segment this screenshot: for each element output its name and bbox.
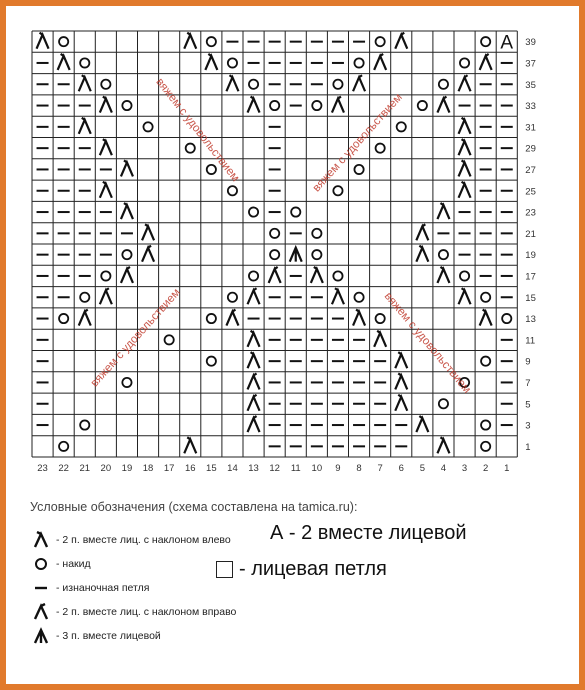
- left-slant-decrease-icon: [332, 288, 344, 304]
- column-number-label: 19: [121, 463, 133, 474]
- yarn-over-icon: [122, 101, 131, 110]
- yarn-over-icon: [207, 314, 216, 323]
- row-number-label: 29: [525, 143, 536, 155]
- yarn-over-icon: [80, 293, 89, 302]
- yarn-over-icon: [122, 378, 131, 387]
- yarn-over-icon: [30, 554, 52, 574]
- left-slant-decrease-icon: [459, 182, 471, 198]
- knit-square-icon: [216, 561, 233, 578]
- legend-title: Условные обозначения (схема составлена на tamica.ru):: [30, 500, 358, 514]
- column-number-label: 1: [504, 463, 510, 474]
- yarn-over-icon: [333, 271, 342, 280]
- left-slant-decrease-icon: [416, 246, 428, 262]
- yarn-over-icon: [207, 165, 216, 174]
- yarn-over-icon: [481, 357, 490, 366]
- right-slant-decrease-icon: [416, 224, 428, 240]
- left-slant-decrease-icon: [226, 75, 238, 91]
- yarn-over-icon: [80, 420, 89, 429]
- column-number-label: 17: [163, 463, 175, 474]
- column-number-label: 18: [142, 463, 154, 474]
- three-together-icon: [30, 626, 52, 646]
- yarn-over-icon: [481, 37, 490, 46]
- yarn-over-icon: [502, 314, 511, 323]
- row-number-label: 19: [525, 250, 536, 262]
- row-number-label: 5: [525, 399, 531, 411]
- left-slant-decrease-icon: [437, 203, 449, 219]
- left-slant-decrease-icon: [248, 352, 260, 368]
- yarn-over-icon: [312, 101, 321, 110]
- yarn-over-icon: [80, 58, 89, 67]
- column-number-label: 2: [483, 463, 489, 474]
- yarn-over-icon: [228, 186, 237, 195]
- yarn-over-icon: [249, 207, 258, 216]
- column-number-label: 10: [311, 463, 323, 474]
- left-slant-decrease-icon: [459, 139, 471, 155]
- column-number-label: 7: [377, 463, 383, 474]
- yarn-over-icon: [376, 37, 385, 46]
- left-slant-decrease-icon: [374, 331, 386, 347]
- column-number-label: 8: [356, 463, 362, 474]
- yarn-over-icon: [207, 37, 216, 46]
- yarn-over-icon: [101, 271, 110, 280]
- right-slant-decrease-icon: [459, 75, 471, 91]
- column-number-label: 12: [269, 463, 280, 474]
- yarn-over-icon: [143, 122, 152, 131]
- row-number-label: 37: [525, 58, 536, 70]
- yarn-over-icon: [312, 229, 321, 238]
- row-number-label: 39: [525, 37, 536, 49]
- left-slant-decrease-icon: [30, 530, 52, 550]
- watermark-text: вяжем с удовольствием: [88, 286, 183, 390]
- column-number-label: 3: [461, 463, 468, 474]
- left-slant-decrease-icon: [142, 224, 154, 240]
- right-slant-decrease-icon: [480, 54, 492, 70]
- left-slant-decrease-icon: [79, 118, 91, 134]
- left-slant-decrease-icon: [395, 395, 407, 411]
- row-number-label: 31: [525, 122, 536, 134]
- left-slant-decrease-icon: [248, 97, 260, 113]
- watermark-text: вяжем с удовольствием: [310, 91, 405, 195]
- column-number-label: 20: [100, 463, 112, 474]
- yarn-over-icon: [122, 250, 131, 259]
- yarn-over-icon: [186, 144, 195, 153]
- row-number-label: 13: [525, 314, 536, 326]
- legend-knit-label: - лицевая петля: [239, 558, 387, 580]
- yarn-over-icon: [291, 207, 300, 216]
- yarn-over-icon: [270, 101, 279, 110]
- yarn-over-icon: [249, 80, 258, 89]
- left-slant-decrease-icon: [79, 75, 91, 91]
- left-slant-decrease-icon: [100, 97, 112, 113]
- column-number-label: 23: [37, 463, 48, 474]
- yarn-over-icon: [59, 442, 68, 451]
- left-slant-decrease-icon: [184, 437, 196, 453]
- right-slant-decrease-icon: [437, 97, 449, 113]
- yarn-over-icon: [165, 335, 174, 344]
- left-slant-decrease-icon: [480, 310, 492, 326]
- yarn-over-icon: [354, 58, 363, 67]
- grid-lines: [32, 31, 517, 457]
- right-slant-decrease-icon: [226, 310, 238, 326]
- left-slant-decrease-icon: [121, 203, 133, 219]
- right-slant-decrease-icon: [248, 416, 260, 432]
- right-slant-decrease-icon: [269, 267, 281, 283]
- three-together-icon: [290, 248, 302, 262]
- row-number-label: 33: [525, 101, 536, 113]
- right-slant-decrease-icon: [353, 75, 365, 91]
- column-number-label: 14: [227, 463, 238, 474]
- right-slant-decrease-icon: [332, 97, 344, 113]
- row-number-label: 17: [525, 271, 536, 283]
- row-number-label: 7: [525, 377, 531, 389]
- right-slant-decrease-icon: [248, 373, 260, 389]
- left-slant-decrease-icon: [459, 160, 471, 176]
- yarn-over-icon: [333, 80, 342, 89]
- yarn-over-icon: [397, 122, 406, 131]
- yarn-over-icon: [418, 101, 427, 110]
- yarn-over-icon: [460, 271, 469, 280]
- yarn-over-icon: [228, 293, 237, 302]
- left-slant-decrease-icon: [58, 54, 70, 70]
- column-number-label: 6: [398, 463, 404, 474]
- left-slant-decrease-icon: [437, 267, 449, 283]
- legend-knit-stitch: [216, 558, 387, 581]
- right-slant-decrease-icon: [121, 267, 133, 283]
- left-slant-decrease-icon: [395, 352, 407, 368]
- column-number-label: 22: [58, 463, 69, 474]
- yarn-over-icon: [59, 314, 68, 323]
- row-number-label: 23: [525, 207, 536, 219]
- left-slant-decrease-icon: [459, 118, 471, 134]
- a-decrease-symbol: A: [500, 32, 514, 54]
- yarn-over-icon: [270, 250, 279, 259]
- left-slant-decrease-icon: [437, 437, 449, 453]
- column-number-label: 13: [248, 463, 259, 474]
- legend-label: - накид: [56, 558, 91, 570]
- watermark-text: вяжем с удовольствием: [153, 76, 242, 185]
- legend-label: - 3 п. вместе лицевой: [56, 630, 161, 642]
- legend-label: - 2 п. вместе лиц. с наклоном влево: [56, 534, 231, 546]
- left-slant-decrease-icon: [353, 310, 365, 326]
- left-slant-decrease-icon: [459, 288, 471, 304]
- left-slant-decrease-icon: [100, 182, 112, 198]
- left-slant-decrease-icon: [416, 416, 428, 432]
- column-number-label: 15: [206, 463, 217, 474]
- legend-item-three-together: [30, 624, 570, 648]
- row-number-label: 1: [525, 441, 531, 453]
- right-slant-decrease-icon: [79, 310, 91, 326]
- yarn-over-icon: [376, 144, 385, 153]
- yarn-over-icon: [354, 165, 363, 174]
- left-slant-decrease-icon: [248, 331, 260, 347]
- left-slant-decrease-icon: [395, 373, 407, 389]
- row-number-label: 9: [525, 356, 531, 368]
- row-number-label: 3: [525, 420, 531, 432]
- yarn-over-icon: [249, 271, 258, 280]
- yarn-over-icon: [101, 80, 110, 89]
- legend-item-right-decrease: [30, 600, 570, 624]
- column-number-label: 11: [290, 463, 301, 474]
- yarn-over-icon: [59, 37, 68, 46]
- left-slant-decrease-icon: [311, 267, 323, 283]
- column-number-label: 16: [184, 463, 196, 474]
- right-slant-decrease-icon: [248, 288, 260, 304]
- right-slant-decrease-icon: [395, 33, 407, 49]
- right-slant-decrease-icon: [142, 246, 154, 262]
- row-number-label: 11: [525, 335, 536, 347]
- right-slant-decrease-icon: [30, 602, 52, 622]
- yarn-over-icon: [481, 420, 490, 429]
- yarn-over-icon: [439, 250, 448, 259]
- right-slant-decrease-icon: [374, 54, 386, 70]
- legend-label: - изнаночная петля: [56, 582, 150, 594]
- column-number-label: 4: [440, 463, 447, 474]
- watermark-text: вяжем с удовольствием: [381, 290, 473, 396]
- yarn-over-icon: [228, 58, 237, 67]
- right-slant-decrease-icon: [248, 395, 260, 411]
- left-slant-decrease-icon: [184, 33, 196, 49]
- yarn-over-icon: [376, 314, 385, 323]
- row-number-label: 27: [525, 164, 536, 176]
- column-number-label: 9: [335, 463, 341, 474]
- yarn-over-icon: [460, 58, 469, 67]
- left-slant-decrease-icon: [100, 139, 112, 155]
- row-number-label: 25: [525, 186, 536, 198]
- yarn-over-icon: [439, 80, 448, 89]
- right-slant-decrease-icon: [100, 288, 112, 304]
- yarn-over-icon: [481, 442, 490, 451]
- left-slant-decrease-icon: [205, 54, 217, 70]
- legend-label: - 2 п. вместе лиц. с наклоном вправо: [56, 606, 237, 618]
- left-slant-decrease-icon: [121, 160, 133, 176]
- yarn-over-icon: [270, 229, 279, 238]
- row-number-label: 35: [525, 79, 536, 91]
- legend-a-label: А - 2 вместе лицевой: [270, 522, 467, 544]
- purl-dash-icon: [30, 578, 52, 598]
- row-number-label: 15: [525, 292, 536, 304]
- left-slant-decrease-icon: [37, 33, 49, 49]
- yarn-over-icon: [312, 250, 321, 259]
- column-number-label: 21: [79, 463, 91, 474]
- yarn-over-icon: [439, 399, 448, 408]
- yarn-over-icon: [207, 357, 216, 366]
- yarn-over-icon: [481, 293, 490, 302]
- column-number-label: 5: [419, 463, 425, 474]
- yarn-over-icon: [333, 186, 342, 195]
- yarn-over-icon: [354, 293, 363, 302]
- row-number-label: 21: [525, 228, 536, 240]
